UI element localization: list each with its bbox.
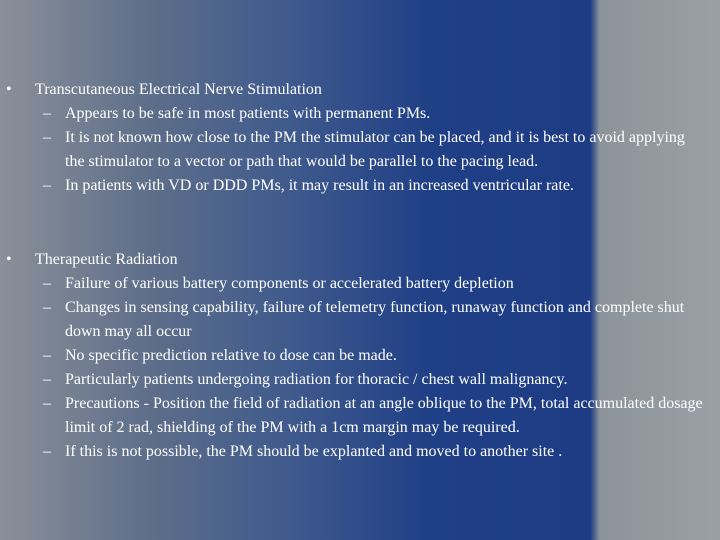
dash-icon: – — [43, 395, 51, 412]
dash-icon: – — [43, 129, 51, 146]
dash-icon: – — [43, 299, 51, 316]
dash-icon: – — [43, 105, 51, 122]
list-item-text: In patients with VD or DDD PMs, it may result in an increased ventricular rate. — [65, 177, 574, 194]
section-title: Transcutaneous Electrical Nerve Stimulation — [35, 81, 322, 98]
list-item-text: Failure of various battery components or accelerated battery depletion — [65, 275, 514, 292]
list-item-text: Precautions - Position the field of radiation at an angle oblique to the PM, total accumulated dosage limit of 2 rad, shielding of the PM with a 1cm margin may be required. — [65, 395, 703, 436]
list-item — [0, 392, 720, 440]
list-item — [0, 440, 720, 464]
section-title: Therapeutic Radiation — [35, 251, 178, 268]
list-item — [0, 296, 720, 344]
list-item — [0, 272, 720, 296]
bullet-heading — [0, 78, 720, 102]
section-tens — [0, 78, 720, 198]
dash-icon: – — [43, 371, 51, 388]
bullet-heading — [0, 248, 720, 272]
list-item-text: It is not known how close to the PM the stimulator can be placed, and it is best to avoid applying the stimulator to a vector or path that would be parallel to the pacing lead. — [65, 129, 685, 170]
list-item-text: If this is not possible, the PM should be explanted and moved to another site . — [65, 443, 563, 460]
dash-icon: – — [43, 443, 51, 460]
list-item-text: Particularly patients undergoing radiation for thoracic / chest wall malignancy. — [65, 371, 568, 388]
list-item — [0, 126, 720, 174]
list-item-text: No specific prediction relative to dose can be made. — [65, 347, 397, 364]
list-item — [0, 174, 720, 198]
list-item — [0, 344, 720, 368]
list-item-text: Appears to be safe in most patients with permanent PMs. — [65, 105, 431, 122]
dash-icon: – — [43, 347, 51, 364]
bullet-icon: • — [6, 251, 12, 268]
list-item — [0, 102, 720, 126]
bullet-icon: • — [6, 81, 12, 98]
dash-icon: – — [43, 177, 51, 194]
section-radiation — [0, 248, 720, 464]
list-item — [0, 368, 720, 392]
dash-icon: – — [43, 275, 51, 292]
list-item-text: Changes in sensing capability, failure of telemetry function, runaway function and complete shut down may all occur — [65, 299, 685, 340]
